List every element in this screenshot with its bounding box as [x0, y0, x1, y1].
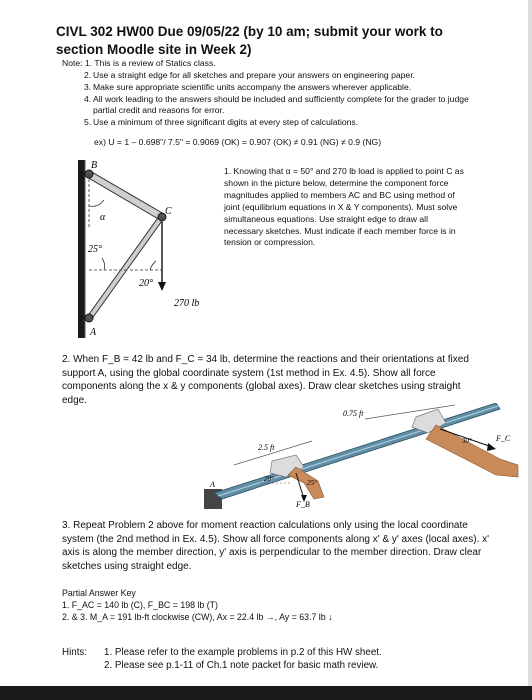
load-label: 270 lb [174, 298, 200, 309]
label-b: B [91, 160, 98, 171]
label-c: C [165, 206, 172, 217]
note-item: 2. Use a straight edge for all sketches and prepare your answers on engineering paper. [84, 70, 415, 80]
hints-label: Hints: [62, 647, 88, 658]
hints-list [104, 646, 382, 672]
angle-20: 20° [139, 278, 153, 289]
note-item: 4. All work leading to the answers should be included and sufficiently complete for the grader to judge partial credit and reasons for error. [84, 93, 469, 116]
bottom-edge-strip [0, 686, 532, 700]
member-ac [87, 215, 164, 320]
hint-item-2: 2. Please see p.1-11 of Ch.1 note packet for basic math review. [104, 660, 379, 671]
label-a-fig2: A [210, 480, 215, 489]
hint-item-1: 1. Please refer to the example problems in p.2 of this HW sheet. [104, 647, 382, 658]
problem-3-text: 3. Repeat Problem 2 above for moment reaction calculations only using the local coordinate system (the 2nd method in Ex. 4.5). Show all force components along x' & y' axes (local axes). x' axis is along the member direction, y' axis is perpendicular to the member direction. Draw clear sketches using straight edge. [62, 520, 490, 572]
arm-c [426, 425, 518, 477]
angle-25-fig2: 25° [307, 479, 317, 487]
sig-fig-example: ex) U = 1 – 0.698"/ 7.5" = 0.9069 (OK) = 0.907 (OK) ≠ 0.91 (NG) ≠ 0.9 (NG) [94, 137, 382, 147]
problem-2-text: 2. When F_B = 42 lb and F_C = 34 lb, determine the reactions and their orientations at fixed support A, using the global coordinate system (1st method in Ex. 4.5). Show all force components along the x & y components (global axes). Draw clear sketches using straight edge. [62, 354, 469, 406]
member-bc [87, 171, 164, 220]
document-title [56, 23, 496, 59]
dim-2-5-ft: 2.5 ft [258, 443, 275, 452]
right-edge-strip [528, 0, 532, 700]
partial-answer-title: Partial Answer Key [62, 588, 136, 598]
title-line-1: CIVL 302 HW00 Due 09/05/22 (by 10 am; submit your work to [56, 24, 443, 39]
note-item: 5. Use a minimum of three significant digits at every step of calculations. [84, 117, 359, 128]
label-alpha: α [100, 212, 106, 223]
note-item: 3. Make sure appropriate scientific units accompany the answers wherever applicable. [84, 81, 412, 92]
partial-answer-line-2: 2. & 3. M_A = 191 lb-ft clockwise (CW), Ax = 22.4 lb →, Ay = 63.7 lb ↓ [62, 612, 333, 622]
label-fb: F_B [296, 500, 310, 509]
wall [78, 160, 85, 338]
angle-30: 30° [462, 437, 472, 445]
dim-0-75-ft: 0.75 ft [343, 409, 364, 418]
angle-25: 25° [88, 244, 102, 255]
notes-heading: Note: 1. This is a review of Statics class. [62, 58, 216, 68]
label-a: A [90, 327, 97, 338]
problem-1-text: 1. Knowing that α = 50° and 270 lb load is applied to point C as shown in the picture below, determine the component force magnitudes applied to members AC and BC using method of joint (equilibrium equations in X & Y components). Must solve simultaneous equations. Use straight edge to draw all necessary sketches. Must indicate if each member force is in tension or compression. [224, 166, 464, 248]
title-line-2: section Moodle site in Week 2) [56, 42, 252, 57]
pin-a [85, 314, 93, 322]
truss-figure [60, 160, 220, 340]
notes-list [84, 70, 484, 129]
angle-20-fig2: 20° [264, 475, 274, 483]
pipe-figure [200, 403, 520, 515]
label-fc: F_C [496, 434, 511, 443]
partial-answer-line-1: 1. F_AC = 140 lb (C), F_BC = 198 lb (T) [62, 600, 218, 610]
